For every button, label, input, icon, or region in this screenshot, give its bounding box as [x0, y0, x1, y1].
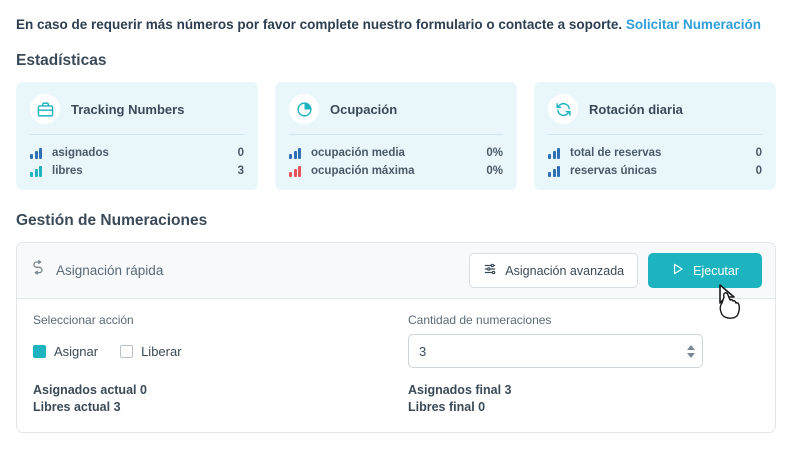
quick-assignment-panel	[16, 242, 776, 433]
stat-row	[289, 144, 503, 162]
stat-row-value: 3	[237, 165, 244, 177]
checkbox-asignar-box[interactable]	[33, 345, 46, 358]
checkbox-liberar-box[interactable]	[120, 345, 133, 358]
stat-row	[30, 162, 244, 180]
stepper-arrows[interactable]	[687, 334, 695, 368]
pie-chart-icon	[289, 94, 319, 124]
execute-label: Ejecutar	[693, 263, 739, 278]
notice-text: En caso de requerir más números por favor complete nuestro formulario o contacte a soporte.	[16, 17, 623, 32]
stat-row	[548, 144, 762, 162]
stat-card-title: Rotación diaria	[589, 101, 683, 117]
quantity-stepper[interactable]	[408, 334, 703, 368]
stat-card-header	[289, 94, 503, 135]
summary-current-free: Libres actual 3	[33, 400, 121, 414]
stat-row-label: ocupación máxima	[311, 165, 415, 177]
bar-chart-icon	[30, 148, 44, 159]
checkbox-liberar[interactable]	[120, 344, 181, 359]
summary-current-assigned: Asignados actual 0	[33, 383, 147, 397]
stat-row-value: 0	[237, 147, 244, 159]
stat-card-rows	[289, 135, 503, 180]
stat-card-ocupacion	[275, 82, 517, 190]
refresh-icon	[548, 94, 578, 124]
stat-row-label: reservas únicas	[570, 165, 657, 177]
management-title: Gestión de Numeraciones	[16, 212, 208, 229]
summary-final-assigned: Asignados final 3	[408, 383, 512, 397]
stat-card-rotacion-diaria	[534, 82, 776, 190]
checkbox-asignar[interactable]	[33, 344, 98, 359]
panel-header	[17, 243, 775, 299]
checkbox-liberar-label: Liberar	[141, 343, 182, 359]
execute-button[interactable]	[648, 253, 762, 288]
request-numbering-link[interactable]: Solicitar Numeración	[625, 17, 761, 32]
stat-row-value: 0	[755, 165, 762, 177]
chevron-down-icon[interactable]	[687, 353, 695, 358]
statistics-cards	[16, 82, 776, 190]
chevron-up-icon[interactable]	[687, 345, 695, 350]
sliders-icon	[483, 262, 497, 279]
bar-chart-icon	[548, 166, 562, 177]
stat-row	[30, 144, 244, 162]
summary-final-free: Libres final 0	[408, 400, 486, 414]
stat-card-rows	[30, 135, 244, 180]
panel-body	[17, 299, 775, 432]
stat-row-label: total de reservas	[570, 147, 662, 159]
bar-chart-icon	[30, 166, 44, 177]
action-label: Seleccionar acción	[33, 313, 134, 327]
stat-row-value: 0	[755, 147, 762, 159]
quantity-column	[408, 313, 759, 368]
stat-row	[289, 162, 503, 180]
statistics-title: Estadísticas	[16, 52, 107, 69]
advanced-assignment-label: Asignación avanzada	[505, 263, 625, 278]
bar-chart-icon	[289, 148, 303, 159]
action-column	[33, 313, 408, 368]
stat-row-label: ocupación media	[311, 147, 405, 159]
stat-card-tracking-numbers	[16, 82, 258, 190]
stat-card-rows	[548, 135, 762, 180]
summary-final	[408, 382, 512, 416]
stat-card-header	[548, 94, 762, 135]
stat-card-title: Ocupación	[330, 101, 398, 117]
play-icon	[671, 262, 685, 279]
summary-current	[33, 382, 408, 416]
bar-chart-icon	[289, 166, 303, 177]
briefcase-icon	[30, 94, 60, 124]
bar-chart-icon	[548, 148, 562, 159]
quantity-label: Cantidad de numeraciones	[408, 313, 552, 327]
stat-row	[548, 162, 762, 180]
stat-row-value: 0%	[486, 165, 503, 177]
stat-card-title: Tracking Numbers	[71, 101, 185, 117]
stat-row-label: asignados	[52, 147, 109, 159]
quantity-input[interactable]	[408, 334, 703, 368]
stat-row-label: libres	[52, 165, 83, 177]
swap-arrows-icon	[30, 260, 46, 281]
stat-card-header	[30, 94, 244, 135]
stat-row-value: 0%	[486, 147, 503, 159]
checkbox-asignar-label: Asignar	[54, 343, 99, 359]
advanced-assignment-button[interactable]	[469, 253, 638, 288]
numbering-request-notice	[16, 16, 776, 34]
summary-row	[33, 382, 759, 416]
panel-header-title: Asignación rápida	[56, 263, 164, 278]
action-options	[33, 334, 408, 368]
assignment-form	[33, 313, 759, 368]
